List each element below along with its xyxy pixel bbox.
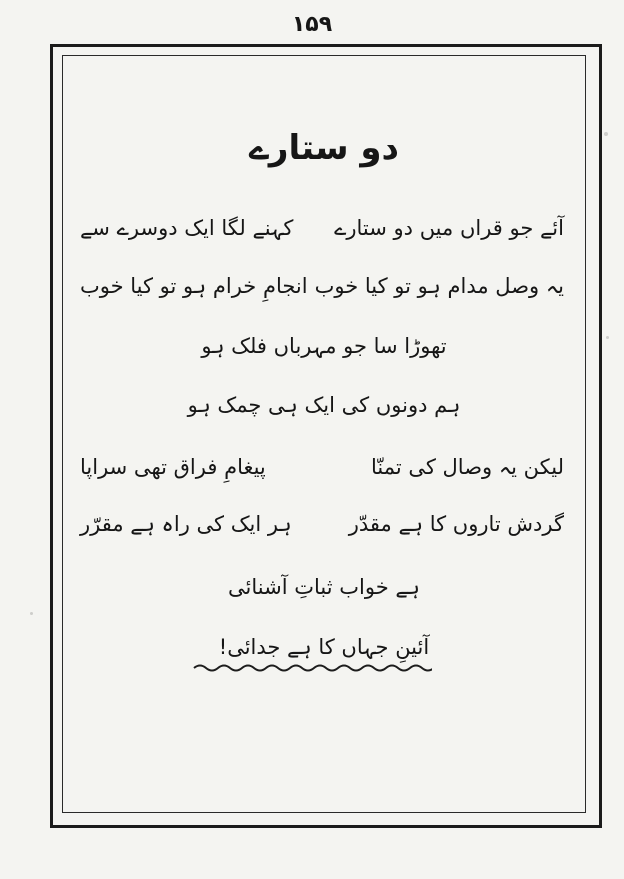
paper-speck <box>604 132 608 136</box>
verse-line: ہم دونوں کی ایک ہی چمک ہو <box>187 393 461 417</box>
paper-speck <box>606 336 609 339</box>
page-number: ۱۵۹ <box>291 12 333 37</box>
paper-speck <box>30 612 33 615</box>
verse-line: پیغامِ فراق تھی سراپا <box>80 455 266 479</box>
verse-line: آئے جو قراں میں دو ستارے <box>334 216 564 240</box>
verse-line: یہ وصل مدام ہو تو کیا خوب <box>314 274 564 298</box>
verse-line: گردش تاروں کا ہے مقدّر <box>348 512 564 536</box>
poem-body <box>62 55 586 813</box>
verse-line: تھوڑا سا جو مہرباں فلک ہو <box>201 334 447 358</box>
verse-line: لیکن یہ وصال کی تمنّا <box>370 455 564 479</box>
verse-line: انجامِ خرام ہو تو کیا خوب <box>80 274 308 298</box>
verse-line: کہنے لگا ایک دوسرے سے <box>80 216 294 240</box>
verse-line: ہے خواب ثباتِ آشنائی <box>228 575 420 599</box>
verse-line: ہر ایک کی راہ ہے مقرّر <box>80 512 292 536</box>
wavy-divider <box>192 660 432 676</box>
verse-line: آئینِ جہاں کا ہے جدائی! <box>218 635 430 659</box>
poem-title: دو ستارے <box>249 128 399 168</box>
